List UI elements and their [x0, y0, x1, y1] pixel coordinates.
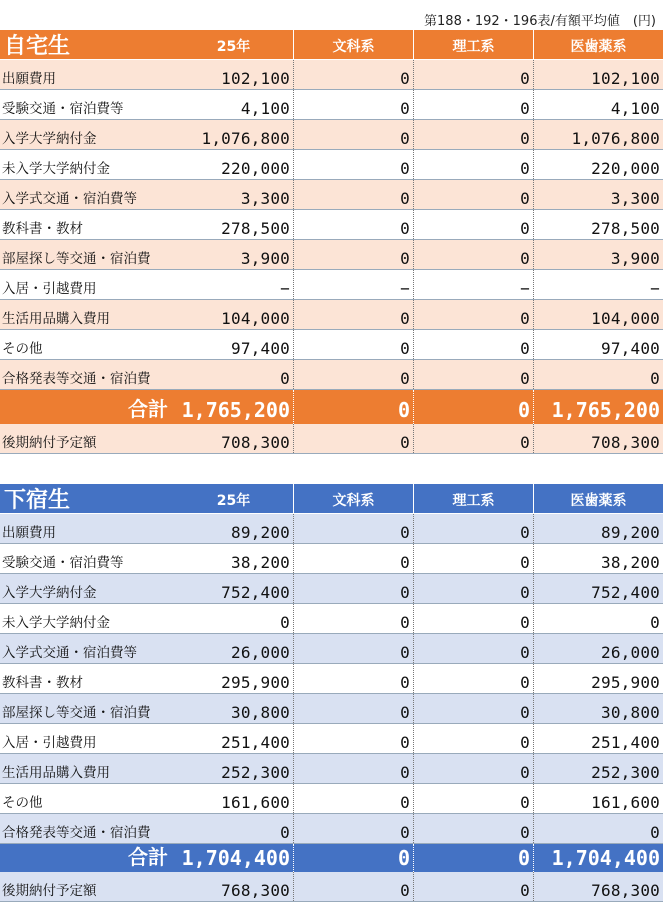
- cell-value: 0: [414, 544, 534, 573]
- cell-value: 97,400: [601, 339, 660, 358]
- cell-value: 0: [294, 150, 414, 179]
- cell-value: 3,900: [174, 240, 294, 269]
- table-row: [0, 784, 663, 814]
- row-label: その他: [2, 341, 43, 357]
- cell-value: 768,300: [174, 872, 294, 901]
- table-row: [0, 60, 663, 90]
- total-row: [0, 844, 663, 872]
- cell-value: 30,800: [174, 694, 294, 723]
- row-label: 生活用品購入費用: [0, 754, 174, 783]
- cell-value: 0: [174, 814, 294, 843]
- row-label: 受験交通・宿泊費等: [2, 101, 124, 117]
- cell-value: 0: [294, 90, 414, 119]
- cell-value: 0: [414, 814, 534, 843]
- cell-value: 104,000: [534, 300, 663, 329]
- row-label: 後期納付予定額: [0, 872, 174, 901]
- cell-value: 752,400: [174, 574, 294, 603]
- cell-value: 0: [414, 150, 534, 179]
- cell-value: 1,076,800: [534, 120, 663, 149]
- cell-value: 4,100: [610, 99, 660, 118]
- cell-value: 0: [294, 634, 414, 663]
- total-value: 1,704,400: [551, 846, 660, 870]
- cell-value: 89,200: [534, 514, 663, 543]
- cell-value: 0: [174, 604, 294, 633]
- cell-value: 0: [294, 724, 414, 753]
- column-header: 理工系: [414, 484, 534, 513]
- cell-value: 0: [294, 694, 414, 723]
- row-label: 教科書・教材: [2, 675, 83, 691]
- cell-value: 161,600: [174, 784, 294, 813]
- cell-value: 0: [414, 360, 534, 389]
- cell-value: 26,000: [534, 634, 663, 663]
- cell-value: 768,300: [534, 872, 663, 901]
- cell-value: 0: [414, 90, 534, 119]
- cell-value: 3,300: [174, 180, 294, 209]
- table-row: [0, 330, 663, 360]
- cell-value: 252,300: [174, 754, 294, 783]
- cell-value: 0: [414, 634, 534, 663]
- cell-value: 26,000: [174, 634, 294, 663]
- column-header: 25年: [174, 30, 294, 59]
- cell-value: 0: [414, 664, 534, 693]
- table-row: [0, 634, 663, 664]
- row-label: 教科書・教材: [2, 221, 83, 237]
- table-row: [0, 180, 663, 210]
- cell-value: 0: [294, 754, 414, 783]
- table-caption: 第188・192・196表/有額平均値 (円): [424, 14, 656, 29]
- column-header: 医歯薬系: [570, 493, 627, 509]
- table-row: [0, 694, 663, 724]
- table-row: [0, 664, 663, 694]
- table-row: [0, 150, 663, 180]
- total-value: 0: [414, 390, 534, 424]
- cell-value: 0: [294, 814, 414, 843]
- cell-value: 0: [414, 424, 534, 453]
- table-row: [0, 814, 663, 844]
- cell-value: 0: [294, 330, 414, 359]
- cell-value: 0: [294, 574, 414, 603]
- cell-value: 220,000: [174, 150, 294, 179]
- cell-value: 0: [414, 872, 534, 901]
- cell-value: 708,300: [534, 424, 663, 453]
- row-label: 未入学大学納付金: [2, 161, 110, 177]
- cell-value: 104,000: [174, 300, 294, 329]
- cell-value: 752,400: [534, 574, 663, 603]
- row-label: 部屋探し等交通・宿泊費: [0, 694, 174, 723]
- cell-value: 0: [294, 604, 414, 633]
- cell-value: 0: [294, 210, 414, 239]
- cell-value: 0: [294, 784, 414, 813]
- cell-value: 0: [294, 60, 414, 89]
- total-value: 1,765,200: [174, 390, 294, 424]
- row-label: 入学大学納付金: [0, 120, 174, 149]
- cell-value: 0: [294, 180, 414, 209]
- cell-value: 0: [294, 424, 414, 453]
- table-row: [0, 754, 663, 784]
- table-header: [0, 30, 663, 60]
- cell-value: 0: [414, 60, 534, 89]
- cell-value: 0: [414, 300, 534, 329]
- cell-value: 1,076,800: [174, 120, 294, 149]
- row-label: 入学式交通・宿泊費等: [0, 634, 174, 663]
- table-row: [0, 300, 663, 330]
- row-label: 出願費用: [0, 60, 174, 89]
- cell-value: 295,900: [174, 664, 294, 693]
- row-label: 合格発表等交通・宿泊費: [0, 814, 174, 843]
- row-label: 合格発表等交通・宿泊費: [0, 360, 174, 389]
- cell-value: 102,100: [534, 60, 663, 89]
- cell-value: 0: [414, 754, 534, 783]
- total-value: 0: [414, 844, 534, 872]
- total-label: 合計: [128, 397, 168, 421]
- table-row: [0, 574, 663, 604]
- cell-value: −: [294, 270, 414, 299]
- cell-value: 102,100: [174, 60, 294, 89]
- row-label: 受験交通・宿泊費等: [2, 555, 124, 571]
- cell-value: 38,200: [601, 553, 660, 572]
- row-label: その他: [2, 795, 43, 811]
- cell-value: 708,300: [174, 424, 294, 453]
- cell-value: 0: [414, 514, 534, 543]
- column-header: 文科系: [294, 484, 414, 513]
- cell-value: 0: [534, 814, 663, 843]
- cell-value: 38,200: [174, 544, 294, 573]
- cell-value: 295,900: [591, 673, 660, 692]
- column-header: 文科系: [294, 30, 414, 59]
- table-row: [0, 210, 663, 240]
- total-label: 合計: [128, 845, 168, 869]
- cell-value: −: [650, 279, 660, 298]
- row-label: 出願費用: [0, 514, 174, 543]
- cell-value: 0: [294, 514, 414, 543]
- table-header: [0, 484, 663, 514]
- row-label: 入学式交通・宿泊費等: [0, 180, 174, 209]
- cell-value: 220,000: [591, 159, 660, 178]
- row-label: 入居・引越費用: [2, 735, 97, 751]
- cell-value: 278,500: [591, 219, 660, 238]
- column-header: 医歯薬系: [570, 39, 627, 55]
- cell-value: −: [174, 270, 294, 299]
- cell-value: 0: [414, 120, 534, 149]
- cell-value: 252,300: [534, 754, 663, 783]
- table-row: [0, 360, 663, 390]
- cell-value: 0: [294, 300, 414, 329]
- cell-value: 251,400: [174, 724, 294, 753]
- cell-value: 278,500: [174, 210, 294, 239]
- total-value: 0: [294, 844, 414, 872]
- cell-value: −: [414, 270, 534, 299]
- table-row: [0, 120, 663, 150]
- cell-value: 0: [294, 664, 414, 693]
- cell-value: 0: [414, 180, 534, 209]
- cell-value: 0: [414, 210, 534, 239]
- cell-value: 0: [294, 360, 414, 389]
- table-row: [0, 270, 663, 300]
- cell-value: 89,200: [174, 514, 294, 543]
- home-student-table: [0, 30, 663, 454]
- column-header: 理工系: [414, 30, 534, 59]
- cell-value: 0: [414, 694, 534, 723]
- total-value: 1,765,200: [551, 398, 660, 422]
- table-row: [0, 514, 663, 544]
- row-label: 入学大学納付金: [0, 574, 174, 603]
- row-label: 生活用品購入費用: [0, 300, 174, 329]
- cell-value: 30,800: [534, 694, 663, 723]
- cell-value: 0: [414, 240, 534, 269]
- cell-value: 0: [294, 544, 414, 573]
- table-row: [0, 724, 663, 754]
- cell-value: 97,400: [174, 330, 294, 359]
- cell-value: 0: [414, 574, 534, 603]
- table-row: [0, 604, 663, 634]
- deferred-payment-row: [0, 872, 663, 902]
- cell-value: 3,900: [534, 240, 663, 269]
- column-header: 25年: [174, 484, 294, 513]
- cell-value: 3,300: [534, 180, 663, 209]
- cell-value: 251,400: [591, 733, 660, 752]
- cell-value: 4,100: [174, 90, 294, 119]
- table-row: [0, 544, 663, 574]
- row-label: 入居・引越費用: [2, 281, 97, 297]
- cell-value: 161,600: [591, 793, 660, 812]
- total-row: [0, 390, 663, 424]
- cell-value: 0: [414, 330, 534, 359]
- cell-value: 0: [294, 120, 414, 149]
- table-row: [0, 240, 663, 270]
- total-value: 0: [294, 390, 414, 424]
- cell-value: 0: [534, 360, 663, 389]
- total-value: 1,704,400: [174, 844, 294, 872]
- deferred-payment-row: [0, 424, 663, 454]
- table-row: [0, 90, 663, 120]
- row-label: 未入学大学納付金: [2, 615, 110, 631]
- cell-value: 0: [414, 604, 534, 633]
- cell-value: 0: [174, 360, 294, 389]
- row-label: 後期納付予定額: [0, 424, 174, 453]
- row-label: 部屋探し等交通・宿泊費: [0, 240, 174, 269]
- section-title: 自宅生: [4, 34, 71, 59]
- cell-value: 0: [650, 613, 660, 632]
- section-title: 下宿生: [4, 488, 71, 513]
- cell-value: 0: [294, 240, 414, 269]
- dorm-student-table: [0, 484, 663, 902]
- cell-value: 0: [414, 724, 534, 753]
- cell-value: 0: [294, 872, 414, 901]
- cell-value: 0: [414, 784, 534, 813]
